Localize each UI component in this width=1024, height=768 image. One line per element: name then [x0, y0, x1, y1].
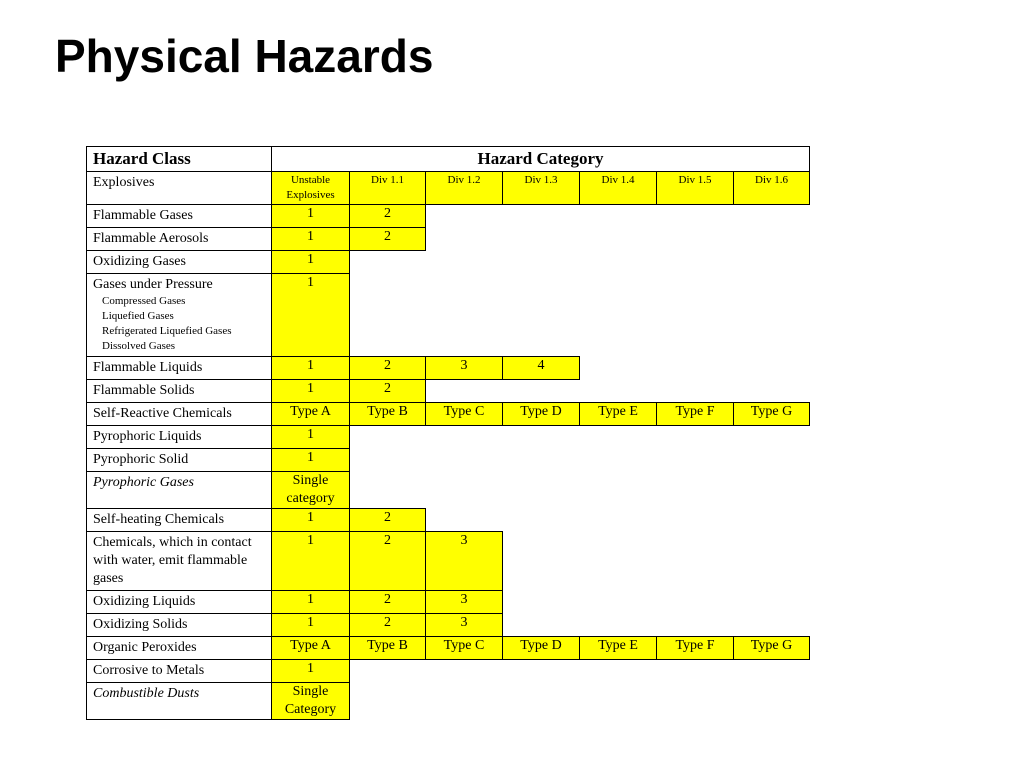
hazard-category-cell: 3: [426, 532, 503, 591]
hazard-category-cell: Div 1.1: [350, 172, 426, 205]
table-row: [87, 205, 810, 228]
hazard-class-cell: Oxidizing Liquids: [87, 591, 272, 614]
empty-cell: [734, 614, 810, 637]
empty-cell: [350, 683, 426, 720]
header-row: [87, 147, 810, 172]
empty-cell: [350, 274, 426, 357]
hazard-class-cell: Combustible Dusts: [87, 683, 272, 720]
empty-cell: [657, 205, 734, 228]
hazard-category-cell: 1: [272, 449, 350, 472]
empty-cell: [734, 472, 810, 509]
empty-cell: [580, 660, 657, 683]
empty-cell: [580, 426, 657, 449]
hazard-category-cell: 3: [426, 357, 503, 380]
hazard-category-cell: 1: [272, 660, 350, 683]
empty-cell: [580, 683, 657, 720]
empty-cell: [657, 251, 734, 274]
empty-cell: [503, 205, 580, 228]
header-hazard-category: Hazard Category: [272, 147, 810, 172]
hazard-class-cell: Corrosive to Metals: [87, 660, 272, 683]
hazard-category-cell: 1: [272, 380, 350, 403]
table-row: [87, 251, 810, 274]
hazard-category-cell: 1: [272, 357, 350, 380]
hazard-category-cell: Div 1.3: [503, 172, 580, 205]
empty-cell: [426, 660, 503, 683]
empty-cell: [580, 274, 657, 357]
hazard-category-cell: 1: [272, 228, 350, 251]
empty-cell: [426, 509, 503, 532]
hazard-class-cell: Self-heating Chemicals: [87, 509, 272, 532]
hazard-category-cell: Type C: [426, 637, 503, 660]
empty-cell: [580, 614, 657, 637]
hazard-category-cell: Type F: [657, 403, 734, 426]
hazard-class-cell: [87, 274, 272, 357]
table-row: [87, 532, 810, 591]
empty-cell: [503, 228, 580, 251]
hazard-category-cell: Type E: [580, 637, 657, 660]
empty-cell: [503, 683, 580, 720]
hazard-category-cell: 2: [350, 509, 426, 532]
empty-cell: [580, 449, 657, 472]
table-row: [87, 472, 810, 509]
empty-cell: [426, 251, 503, 274]
hazard-class-cell: Explosives: [87, 172, 272, 205]
hazard-subclass-label: Dissolved Gases: [102, 340, 176, 352]
empty-cell: [426, 205, 503, 228]
empty-cell: [734, 205, 810, 228]
empty-cell: [657, 683, 734, 720]
empty-cell: [580, 251, 657, 274]
slide-title: Physical Hazards: [55, 30, 434, 82]
empty-cell: [350, 251, 426, 274]
empty-cell: [503, 591, 580, 614]
empty-cell: [734, 449, 810, 472]
empty-cell: [426, 228, 503, 251]
table-row: [87, 172, 810, 205]
empty-cell: [657, 591, 734, 614]
hazard-category-cell: 1: [272, 205, 350, 228]
empty-cell: [580, 357, 657, 380]
empty-cell: [657, 449, 734, 472]
hazard-category-cell: Div 1.2: [426, 172, 503, 205]
empty-cell: [426, 380, 503, 403]
hazard-class-cell: Pyrophoric Solid: [87, 449, 272, 472]
empty-cell: [503, 380, 580, 403]
empty-cell: [580, 472, 657, 509]
hazard-category-cell: Type A: [272, 403, 350, 426]
hazard-category-cell: Type E: [580, 403, 657, 426]
empty-cell: [503, 274, 580, 357]
empty-cell: [503, 472, 580, 509]
hazard-category-cell: Type G: [734, 403, 810, 426]
empty-cell: [503, 532, 580, 591]
empty-cell: [503, 449, 580, 472]
hazard-class-cell: Chemicals, which in contact with water, emit flammable gases: [87, 532, 272, 591]
table-row: [87, 660, 810, 683]
empty-cell: [734, 251, 810, 274]
hazard-category-cell: Type F: [657, 637, 734, 660]
hazard-class-cell: Pyrophoric Liquids: [87, 426, 272, 449]
hazard-category-cell: Type B: [350, 637, 426, 660]
hazard-class-cell: Oxidizing Gases: [87, 251, 272, 274]
empty-cell: [426, 683, 503, 720]
empty-cell: [350, 660, 426, 683]
empty-cell: [426, 274, 503, 357]
hazard-category-cell: 2: [350, 205, 426, 228]
hazard-category-cell: Div 1.5: [657, 172, 734, 205]
hazard-subclass-label: Refrigerated Liquefied Gases: [102, 325, 232, 337]
empty-cell: [657, 357, 734, 380]
empty-cell: [734, 426, 810, 449]
hazard-class-cell: Flammable Gases: [87, 205, 272, 228]
table-row: [87, 274, 810, 357]
empty-cell: [350, 449, 426, 472]
hazard-category-cell: 1: [272, 426, 350, 449]
empty-cell: [580, 509, 657, 532]
hazard-category-cell: 1: [272, 532, 350, 591]
header-hazard-class: Hazard Class: [87, 147, 272, 172]
empty-cell: [503, 509, 580, 532]
hazard-subclass-label: Liquefied Gases: [102, 310, 174, 322]
empty-cell: [734, 532, 810, 591]
empty-cell: [580, 591, 657, 614]
hazard-class-cell: Pyrophoric Gases: [87, 472, 272, 509]
table-row: [87, 614, 810, 637]
hazard-category-cell: 3: [426, 614, 503, 637]
hazard-class-cell: Flammable Aerosols: [87, 228, 272, 251]
empty-cell: [734, 591, 810, 614]
empty-cell: [350, 426, 426, 449]
hazard-category-cell: Single category: [272, 472, 350, 509]
hazard-category-cell: Div 1.6: [734, 172, 810, 205]
empty-cell: [503, 426, 580, 449]
hazard-category-cell: 4: [503, 357, 580, 380]
hazard-category-cell: Single Category: [272, 683, 350, 720]
hazard-class-cell: Organic Peroxides: [87, 637, 272, 660]
table-row: [87, 228, 810, 251]
empty-cell: [580, 228, 657, 251]
empty-cell: [580, 380, 657, 403]
empty-cell: [580, 532, 657, 591]
hazard-category-cell: Type B: [350, 403, 426, 426]
empty-cell: [657, 660, 734, 683]
hazard-category-cell: Type A: [272, 637, 350, 660]
hazard-category-cell: 2: [350, 532, 426, 591]
empty-cell: [426, 449, 503, 472]
empty-cell: [580, 205, 657, 228]
empty-cell: [426, 472, 503, 509]
hazard-category-cell: 3: [426, 591, 503, 614]
empty-cell: [657, 614, 734, 637]
hazard-category-cell: Type D: [503, 637, 580, 660]
hazard-class-cell: Flammable Liquids: [87, 357, 272, 380]
hazard-category-cell: Type C: [426, 403, 503, 426]
empty-cell: [503, 614, 580, 637]
hazard-table-body: [87, 172, 810, 720]
empty-cell: [657, 380, 734, 403]
empty-cell: [657, 426, 734, 449]
empty-cell: [426, 426, 503, 449]
empty-cell: [657, 274, 734, 357]
table-row: [87, 403, 810, 426]
empty-cell: [734, 509, 810, 532]
hazard-category-cell: Type G: [734, 637, 810, 660]
empty-cell: [657, 509, 734, 532]
hazard-class-cell: Oxidizing Solids: [87, 614, 272, 637]
hazard-category-cell: 1: [272, 509, 350, 532]
table-row: [87, 683, 810, 720]
hazard-category-cell: Div 1.4: [580, 172, 657, 205]
empty-cell: [734, 274, 810, 357]
empty-cell: [503, 660, 580, 683]
empty-cell: [350, 472, 426, 509]
empty-cell: [657, 472, 734, 509]
hazard-table: [86, 146, 810, 720]
empty-cell: [503, 251, 580, 274]
table-row: [87, 449, 810, 472]
hazard-category-cell: 2: [350, 380, 426, 403]
empty-cell: [657, 532, 734, 591]
empty-cell: [734, 228, 810, 251]
hazard-category-cell: Type D: [503, 403, 580, 426]
empty-cell: [657, 228, 734, 251]
empty-cell: [734, 380, 810, 403]
hazard-category-cell: 2: [350, 591, 426, 614]
hazard-category-cell: 2: [350, 228, 426, 251]
table-row: [87, 357, 810, 380]
hazard-subclass-label: Compressed Gases: [102, 295, 186, 307]
hazard-category-cell: 1: [272, 591, 350, 614]
table-row: [87, 426, 810, 449]
hazard-category-cell: 1: [272, 251, 350, 274]
empty-cell: [734, 357, 810, 380]
table-row: [87, 637, 810, 660]
empty-cell: [734, 683, 810, 720]
hazard-category-cell: 1: [272, 614, 350, 637]
hazard-class-cell: Self-Reactive Chemicals: [87, 403, 272, 426]
hazard-class-label: Gases under Pressure: [93, 277, 213, 292]
empty-cell: [734, 660, 810, 683]
hazard-category-cell: 2: [350, 614, 426, 637]
hazard-class-cell: Flammable Solids: [87, 380, 272, 403]
hazard-category-cell: 1: [272, 274, 350, 357]
table-row: [87, 509, 810, 532]
hazard-category-cell: Unstable Explosives: [272, 172, 350, 205]
table-row: [87, 591, 810, 614]
hazard-category-cell: 2: [350, 357, 426, 380]
table-row: [87, 380, 810, 403]
